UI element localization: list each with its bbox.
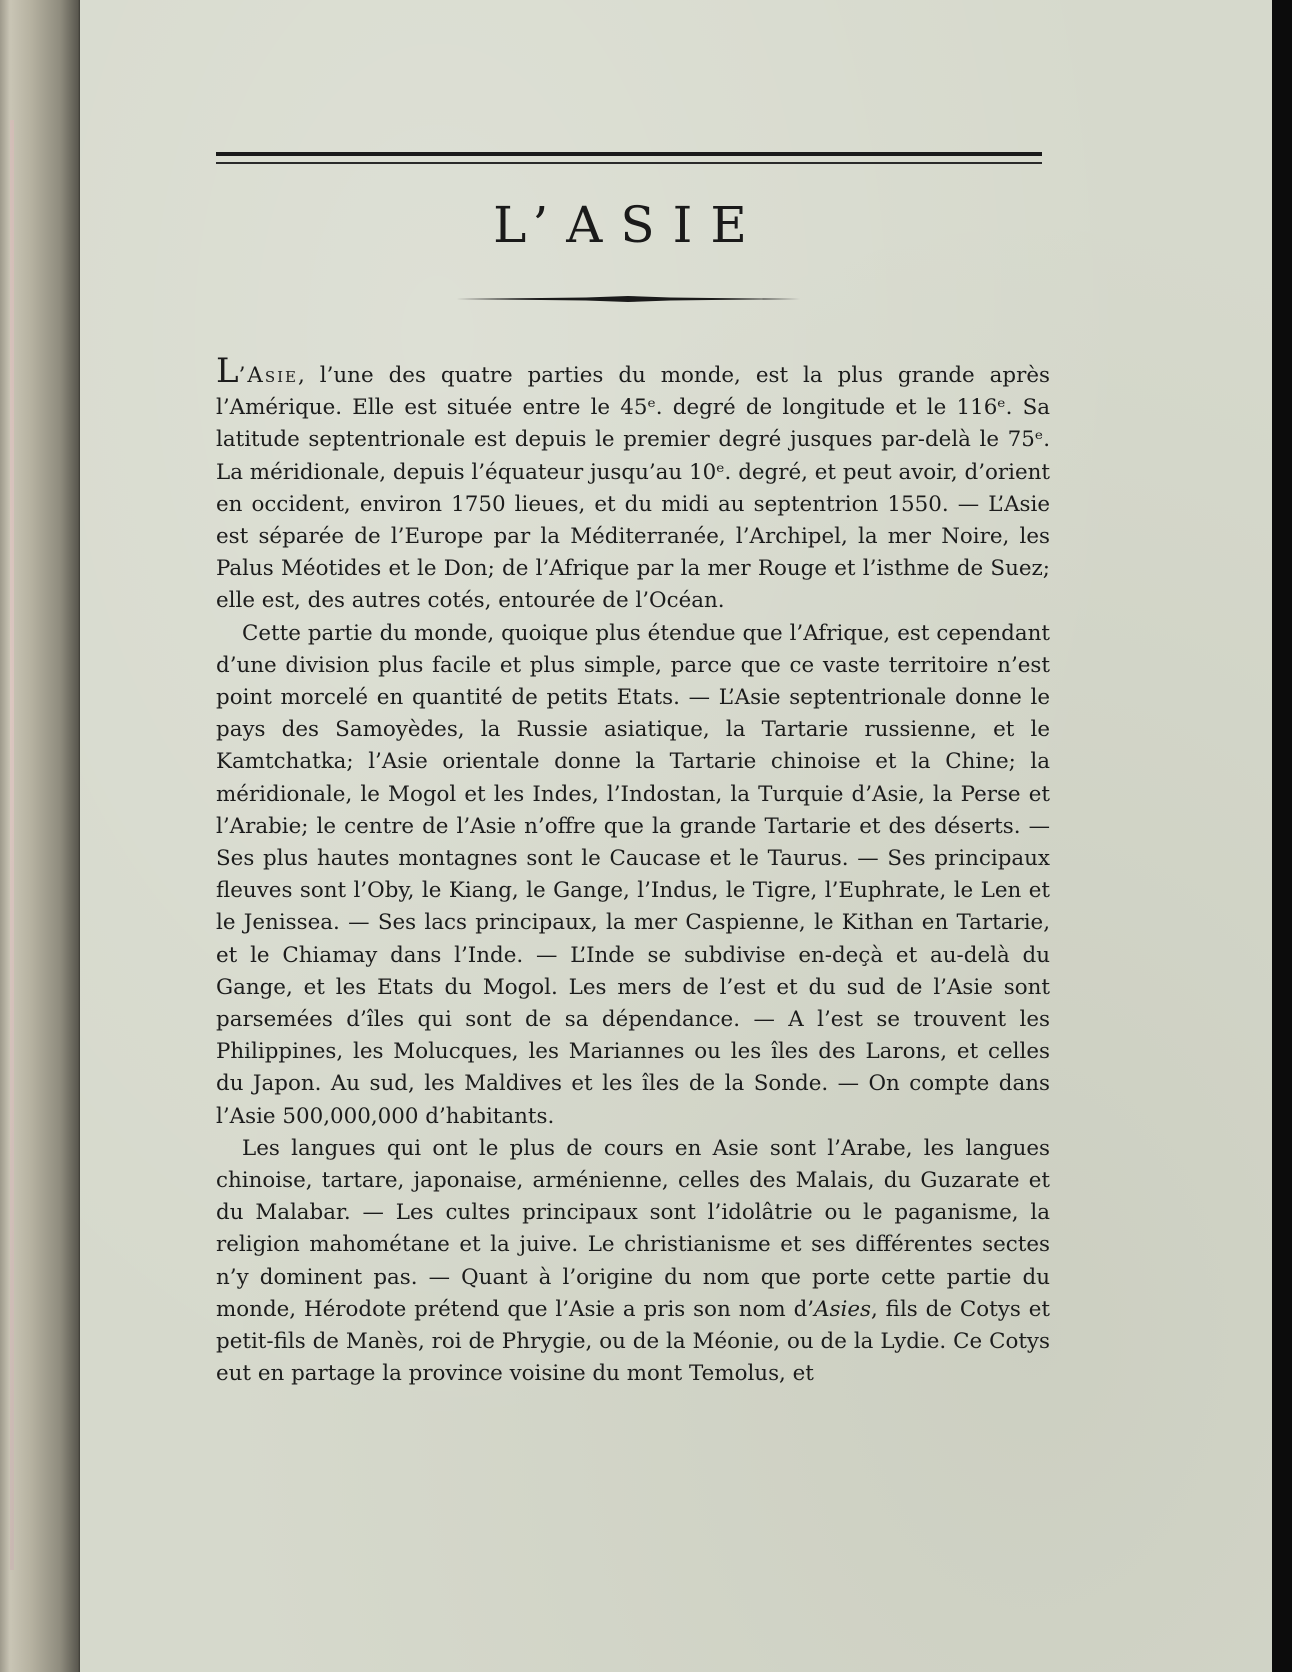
paragraph-3-text-before: Les langues qui ont le plus de cours en Asie sont l’Arabe, les langues chinoise, tartare, japonaise, arménienne, celles des Malais, du Guzarate et du Malabar. — Les cultes principaux sont l’idolâtrie ou le paganisme, la religion mahométane et la juive. Le christianisme et ses différentes sectes n’y dominent pas. — Quant à l’origine du nom que porte cette partie du monde, Hérodote prétend que l’Asie a pris son nom d’	[216, 1135, 1050, 1322]
paragraph-1	[216, 351, 1050, 618]
paragraph-2	[216, 618, 1050, 1133]
paragraph-3-italic: Asies	[814, 1296, 871, 1322]
page-title: L’ASIE	[493, 196, 765, 254]
body-text	[216, 351, 1050, 1391]
drop-cap: L	[216, 351, 239, 391]
header-rule	[216, 152, 1042, 156]
paragraph-3-text-after: , fils de Cotys et petit-fils de Manès, roi de Phrygie, ou de la Méonie, ou de la Lydie. Ce Cotys eut en partage la province voisine du mont Temolus, et	[216, 1296, 1050, 1387]
book-spine	[0, 0, 80, 1672]
header-rule-thin	[216, 162, 1042, 164]
paragraph-3	[216, 1133, 1050, 1391]
lead-word: ’Asie	[238, 363, 298, 388]
title-ornament-rule	[456, 296, 800, 302]
paragraph-2-text: Cette partie du monde, quoique plus étendue que l’Afrique, est cependant d’une division plus facile et plus simple, parce que ce vaste territoire n’est point morcelé en quantité de petits Etats. — L’Asie septentrionale donne le pays des Samoyèdes, la Russie asiatique, la Tartarie russienne, et le Kamtchatka; l’Asie orientale donne la Tartarie chinoise et la Chine; la méridionale, le Mogol et les Indes, l’Indostan, la Turquie d’Asie, la Perse et l’Arabie; le centre de l’Asie n’offre que la grande Tartarie et des déserts. — Ses plus hautes montagnes sont le Caucase et le Taurus. — Ses principaux fleuves sont l’Oby, le Kiang, le Gange, l’Indus, le Tigre, l’Euphrate, le Len et le Jenissea. — Ses lacs principaux, la mer Caspienne, le Kithan en Tartarie, et le Chiamay dans l’Inde. — L’Inde se subdivise en-deçà et au-delà du Gange, et les Etats du Mogol. Les mers de l’est et du sud de l’Asie sont parsemées d’îles qui sont de sa dépendance. — A l’est se trouvent les Philippines, les Molucques, les Mariannes ou les îles des Larons, et celles du Japon. Au sud, les Maldives et les îles de la Sonde. — On compte dans l’Asie 500,000,000 d’habitants.	[216, 620, 1050, 1129]
paragraph-1-text: , l’une des quatre parties du monde, est la plus grande après l’Amérique. Elle est située entre le 45ᵉ. degré de longitude et le 116ᵉ. Sa latitude septentrionale est depuis le premier degré jusques par-delà le 75ᵉ. La méridionale, depuis l’équateur jusqu’au 10ᵉ. degré, et peut avoir, d’orient en occident, environ 1750 lieues, et du midi au septentrion 1550. — L’Asie est séparée de l’Europe par la Méditerranée, l’Archipel, la mer Noire, les Palus Méotides et le Don; de l’Afrique par la mer Rouge et l’isthme de Suez; elle est, des autres cotés, entourée de l’Océan.	[216, 363, 1050, 614]
scan-border	[1272, 0, 1292, 1672]
spine-edge	[10, 120, 14, 1570]
